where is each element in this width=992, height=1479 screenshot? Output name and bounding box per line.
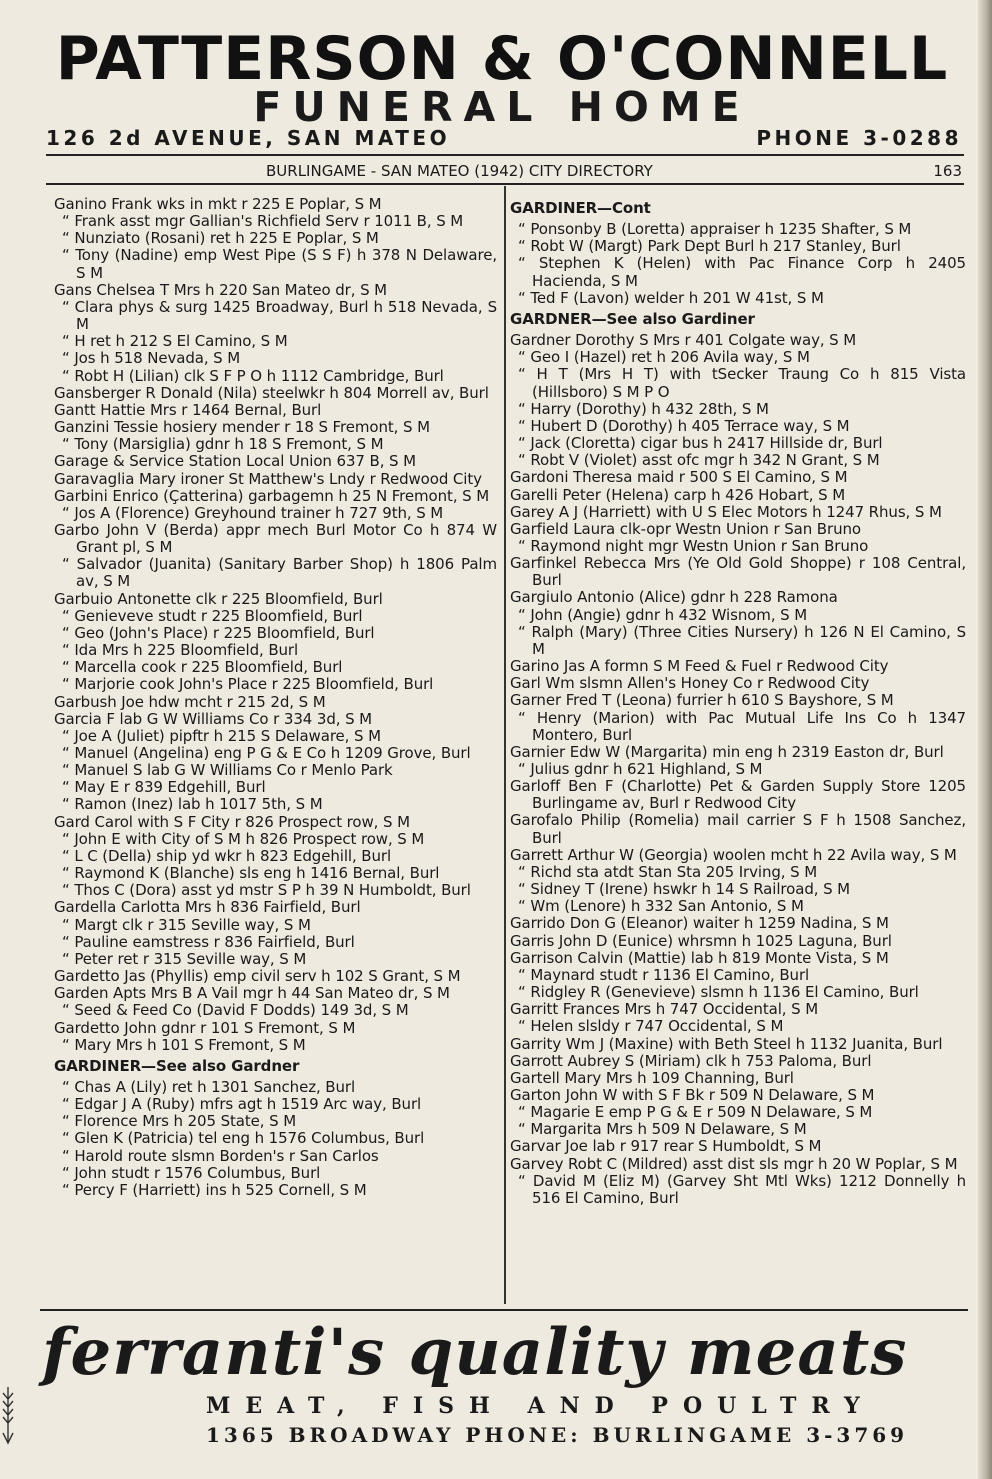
ad-subtitle: FUNERAL HOME (253, 83, 751, 131)
book-spine-edge (978, 0, 992, 1479)
directory-entry: “ Margt clk r 315 Seville way, S M (62, 915, 311, 934)
directory-entry: “ Wm (Lenore) h 332 San Antonio, S M (518, 897, 804, 916)
directory-entry: “ Geo (John's Place) r 225 Bloomfield, Burl (62, 623, 375, 642)
page-number: 163 (933, 162, 962, 180)
directory-entry: Garbush Joe hdw mcht r 215 2d, S M (54, 692, 326, 711)
directory-entry: “ H T (Mrs H T) with tSecker Traung Co h 815 Vista (Hillsboro) S M P O (518, 365, 966, 401)
directory-entry: Garton John W with S F Bk r 509 N Delaware, S M (510, 1085, 875, 1104)
directory-entry: Gardoni Theresa maid r 500 S El Camino, S M (510, 468, 848, 487)
directory-entry: “ John (Angie) gdnr h 432 Wisnom, S M (518, 605, 808, 624)
directory-entry: “ Chas A (Lily) ret h 1301 Sanchez, Burl (62, 1077, 356, 1096)
directory-entry: Garbini Enrico (Çatterina) garbagemn h 25 N Fremont, S M (54, 486, 490, 505)
directory-entry: “ H ret h 212 S El Camino, S M (62, 332, 288, 351)
ad-phone: PHONE 3-0288 (756, 126, 962, 150)
directory-entry: “ Salvador (Juanita) (Sanitary Barber Shop) h 1806 Palm av, S M (62, 555, 497, 591)
directory-entry: Gardner Dorothy S Mrs r 401 Colgate way, S M (510, 331, 857, 350)
directory-entry: Garrett Arthur W (Georgia) woolen mcht h 22 Avila way, S M (510, 845, 957, 864)
directory-entry: “ Tony (Nadine) emp West Pipe (S S F) h 378 N Delaware, S M (62, 246, 497, 282)
directory-entry: “ Florence Mrs h 205 State, S M (62, 1112, 297, 1131)
directory-entry: Gantt Hattie Mrs r 1464 Bernal, Burl (54, 400, 322, 419)
directory-entry: Garloff Ben F (Charlotte) Pet & Garden Supply Store 1205 Burlingame av, Burl r Redwood City (510, 777, 966, 813)
directory-entry: “ Percy F (Harriett) ins h 525 Cornell, S M (62, 1180, 367, 1199)
directory-entry: Gargiulo Antonio (Alice) gdnr h 228 Ramona (510, 588, 838, 607)
directory-entry: “ Peter ret r 315 Seville way, S M (62, 949, 307, 968)
directory-entry: “ Julius gdnr h 621 Highland, S M (518, 760, 763, 778)
directory-entry: Garrison Calvin (Mattie) lab h 819 Monte Vista, S M (510, 948, 889, 967)
ad-address: 126 2d AVENUE, SAN MATEO (46, 126, 451, 150)
directory-entry: “ Glen K (Patricia) tel eng h 1576 Columbus, Burl (62, 1129, 425, 1148)
directory-entry: “ Henry (Marion) with Pac Mutual Life Ins Co h 1347 Montero, Burl (518, 708, 966, 744)
header-rule (46, 154, 964, 156)
directory-entry: “ Nunziato (Rosani) ret h 225 E Poplar, S M (62, 229, 379, 248)
directory-entry: “ Raymond K (Blanche) sls eng h 1416 Bernal, Burl (62, 864, 440, 883)
directory-entry: Garden Apts Mrs B A Vail mgr h 44 San Mateo dr, S M (54, 984, 450, 1003)
directory-entry: “ Seed & Feed Co (David F Dodds) 149 3d, S M (62, 1001, 409, 1020)
directory-entry: “ Manuel S lab G W Williams Co r Menlo Park (62, 761, 393, 780)
directory-entry: Garcia F lab G W Williams Co r 334 3d, S M (54, 709, 373, 728)
directory-entry: Gans Chelsea T Mrs h 220 San Mateo dr, S M (54, 280, 388, 299)
ad-bottom-address: 1365 BROADWAY PHONE: BURLINGAME 3-3769 (206, 1423, 909, 1447)
directory-entry: “ Harry (Dorothy) h 432 28th, S M (518, 399, 769, 418)
directory-entry: “ Harold route slsmn Borden's r San Carlos (62, 1146, 379, 1165)
directory-entry: Gardetto Jas (Phyllis) emp civil serv h 102 S Grant, S M (54, 967, 461, 986)
directory-entry: “ Robt V (Violet) asst ofc mgr h 342 N Grant, S M (518, 451, 880, 470)
directory-entry: Gansberger R Donald (Nila) steelwkr h 804 Morrell av, Burl (54, 383, 489, 402)
directory-entry: Gartell Mary Mrs h 109 Channing, Burl (510, 1068, 794, 1087)
directory-entry: “ Stephen K (Helen) with Pac Finance Corp h 2405 Hacienda, S M (518, 254, 966, 290)
directory-entry: Ganino Frank wks in mkt r 225 E Poplar, S M (54, 195, 382, 213)
directory-entry: Garelli Peter (Helena) carp h 426 Hobart, S M (510, 485, 846, 504)
directory-entry: “ Maynard studt r 1136 El Camino, Burl (518, 965, 810, 984)
directory-entry: “ Helen slsldy r 747 Occidental, S M (518, 1017, 784, 1036)
directory-entry: “ Robt H (Lilian) clk S F P O h 1112 Cambridge, Burl (62, 366, 444, 385)
running-head-rule (46, 183, 964, 185)
directory-entry: Ganzini Tessie hosiery mender r 18 S Fremont, S M (54, 418, 430, 437)
directory-entry: “ Tony (Marsiglia) gdnr h 18 S Fremont, S M (62, 435, 384, 454)
directory-entry: “ Ralph (Mary) (Three Cities Nursery) h 126 N El Camino, S M (518, 622, 966, 658)
directory-entry: Garner Fred T (Leona) furrier h 610 S Bayshore, S M (510, 691, 894, 710)
directory-entry: “ Ramon (Inez) lab h 1017 5th, S M (62, 795, 323, 814)
directory-entry: Garnier Edw W (Margarita) min eng h 2319 Easton dr, Burl (510, 742, 944, 761)
left-column (54, 196, 497, 1199)
directory-entry: Garris John D (Eunice) whrsmn h 1025 Laguna, Burl (510, 931, 892, 950)
directory-entry: “ David M (Eliz M) (Garvey Sht Mtl Wks) 1212 Donnelly h 516 El Camino, Burl (518, 1171, 966, 1207)
directory-entry: “ Ridgley R (Genevieve) slsmn h 1136 El Camino, Burl (518, 983, 919, 1002)
directory-entry: Garvey Robt C (Mildred) asst dist sls mgr h 20 W Poplar, S M (510, 1154, 958, 1173)
directory-entry: “ Robt W (Margt) Park Dept Burl h 217 Stanley, Burl (518, 237, 901, 256)
directory-entry: Garino Jas A formn S M Feed & Fuel r Redwood City (510, 657, 889, 676)
directory-entry: Garbo John V (Berda) appr mech Burl Motor Co h 874 W Grant pl, S M (54, 520, 497, 557)
directory-entry: Garrido Don G (Eleanor) waiter h 1259 Nadina, S M (510, 914, 889, 933)
directory-entry: “ Ted F (Lavon) welder h 201 W 41st, S M (518, 288, 824, 307)
arrow-ornament-icon (2, 1385, 14, 1445)
directory-entry: Gard Carol with S F City r 826 Prospect row, S M (54, 812, 410, 831)
directory-entry: Garrity Wm J (Maxine) with Beth Steel h 1132 Juanita, Burl (510, 1034, 943, 1053)
directory-entry: Gardella Carlotta Mrs h 836 Fairfield, Burl (54, 898, 361, 917)
directory-entry: “ Raymond night mgr Westn Union r San Bruno (518, 536, 869, 555)
footer-rule (40, 1309, 968, 1311)
directory-entry: “ Mary Mrs h 101 S Fremont, S M (62, 1035, 306, 1054)
directory-entry: “ Pauline eamstress r 836 Fairfield, Burl (62, 932, 355, 951)
directory-entry: “ Joe A (Juliet) pipftr h 215 S Delaware, S M (62, 726, 381, 745)
ad-title: PATTERSON & O'CONNELL (55, 24, 949, 94)
directory-entry: “ L C (Della) ship yd wkr h 823 Edgehill, Burl (62, 846, 392, 865)
directory-entry: “ Clara phys & surg 1425 Broadway, Burl h 518 Nevada, S M (62, 297, 497, 334)
directory-entry: “ John E with City of S M h 826 Prospect row, S M (62, 829, 425, 848)
directory-entry: “ Ponsonby B (Loretta) appraiser h 1235 Shafter, S M (518, 220, 912, 239)
directory-entry: “ May E r 839 Edgehill, Burl (62, 778, 266, 797)
right-column (510, 196, 966, 1207)
directory-entry: Garfinkel Rebecca Mrs (Ye Old Gold Shoppe) r 108 Central, Burl (510, 554, 966, 590)
funeral-home-advertisement (40, 26, 970, 156)
directory-entry: Garvar Joe lab r 917 rear S Humboldt, S M (510, 1137, 822, 1156)
directory-entry: “ Geo I (Hazel) ret h 206 Avila way, S M (518, 348, 810, 367)
directory-entry: Garey A J (Harriett) with U S Elec Motors h 1247 Rhus, S M (510, 502, 942, 521)
directory-entry: “ Marcella cook r 225 Bloomfield, Burl (62, 658, 343, 677)
directory-entry: “ Richd sta atdt Stan Sta 205 Irving, S M (518, 862, 818, 881)
directory-entry: Garritt Frances Mrs h 747 Occidental, S M (510, 1000, 819, 1019)
directory-entry: Garrott Aubrey S (Miriam) clk h 753 Paloma, Burl (510, 1051, 872, 1070)
directory-entry: Garbuio Antonette clk r 225 Bloomfield, Burl (54, 589, 383, 608)
directory-entry: “ Jos A (Florence) Greyhound trainer h 727 9th, S M (62, 503, 444, 522)
meat-market-advertisement (40, 1315, 970, 1465)
directory-entry: “ Manuel (Angelina) eng P G & E Co h 1209 Grove, Burl (62, 744, 471, 762)
ad-bottom-subtitle: MEAT, FISH AND POULTRY (206, 1393, 875, 1419)
running-head (46, 160, 964, 184)
directory-entry: Garofalo Philip (Romelia) mail carrier S F h 1508 Sanchez, Burl (510, 811, 966, 847)
directory-entry: Garage & Service Station Local Union 637 B, S M (54, 452, 416, 471)
directory-entry: GARDINER—Cont (510, 199, 651, 217)
directory-title: BURLINGAME - SAN MATEO (1942) CITY DIRECTORY (266, 162, 653, 180)
directory-entry: Garl Wm slsmn Allen's Honey Co r Redwood City (510, 674, 870, 693)
directory-entry: GARDINER—See also Gardner (54, 1056, 300, 1075)
directory-entry: “ Hubert D (Dorothy) h 405 Terrace way, S M (518, 416, 850, 435)
directory-entry: “ John studt r 1576 Columbus, Burl (62, 1163, 321, 1182)
directory-entry: “ Thos C (Dora) asst yd mstr S P h 39 N Humboldt, Burl (62, 881, 471, 900)
directory-entry: “ Jack (Cloretta) cigar bus h 2417 Hillside dr, Burl (518, 434, 883, 453)
column-divider (504, 186, 506, 1304)
directory-entry: “ Genieveve studt r 225 Bloomfield, Burl (62, 606, 363, 625)
directory-entry: “ Frank asst mgr Gallian's Richfield Serv r 1011 B, S M (62, 212, 464, 231)
directory-entry: Garavaglia Mary ironer St Matthew's Lndy r Redwood City (54, 469, 482, 488)
directory-entry: “ Ida Mrs h 225 Bloomfield, Burl (62, 641, 299, 660)
directory-entry: “ Margarita Mrs h 509 N Delaware, S M (518, 1120, 807, 1139)
directory-entry: “ Sidney T (Irene) hswkr h 14 S Railroad, S M (518, 880, 851, 899)
directory-entry: “ Jos h 518 Nevada, S M (62, 349, 241, 368)
directory-entry: “ Magarie E emp P G & E r 509 N Delaware, S M (518, 1103, 873, 1122)
ad-bottom-title: ferranti's quality meats (42, 1315, 908, 1390)
directory-entry: “ Marjorie cook John's Place r 225 Bloomfield, Burl (62, 675, 434, 694)
directory-entry: “ Edgar J A (Ruby) mfrs agt h 1519 Arc way, Burl (62, 1095, 422, 1114)
directory-entry: GARDNER—See also Gardiner (510, 309, 755, 328)
directory-entry: Garfield Laura clk-opr Westn Union r San Bruno (510, 519, 861, 538)
directory-entry: Gardetto John gdnr r 101 S Fremont, S M (54, 1018, 356, 1037)
